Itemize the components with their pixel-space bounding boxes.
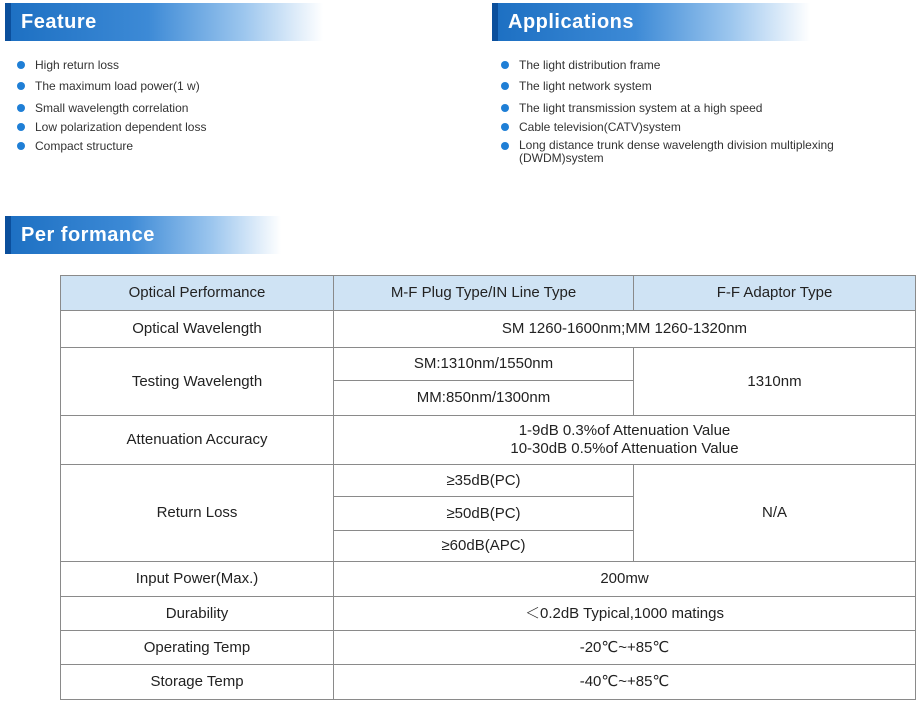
table-row bbox=[61, 631, 916, 665]
header-cell: M-F Plug Type/IN Line Type bbox=[334, 276, 634, 311]
attenuation-line-1: 1-9dB 0.3%of Attenuation Value bbox=[518, 422, 731, 439]
bullet-icon bbox=[501, 82, 509, 90]
applications-banner bbox=[492, 3, 810, 41]
list-item: Cable television(CATV)system bbox=[499, 120, 899, 134]
banner-accent-bar bbox=[492, 3, 498, 41]
list-item: The light distribution frame bbox=[499, 58, 899, 72]
row-value: N/A bbox=[634, 465, 916, 562]
table-row bbox=[61, 465, 916, 497]
bullet-icon bbox=[501, 123, 509, 131]
list-item: Compact structure bbox=[15, 139, 455, 153]
row-value: SM:1310nm/1550nm bbox=[334, 348, 634, 381]
row-label: Storage Temp bbox=[61, 665, 334, 700]
bullet-icon bbox=[17, 82, 25, 90]
feature-title: Feature bbox=[21, 11, 97, 33]
banner-accent-bar bbox=[5, 3, 11, 41]
table-row bbox=[61, 416, 916, 465]
list-item: The maximum load power(1 w) bbox=[15, 79, 455, 93]
row-value bbox=[334, 416, 916, 465]
bullet-icon bbox=[17, 61, 25, 69]
list-item: High return loss bbox=[15, 58, 455, 72]
list-item: Low polarization dependent loss bbox=[15, 120, 455, 134]
row-label: Input Power(Max.) bbox=[61, 562, 334, 597]
table-row bbox=[61, 348, 916, 381]
header-cell: F-F Adaptor Type bbox=[634, 276, 916, 311]
table-header-row bbox=[61, 276, 916, 311]
table-row bbox=[61, 311, 916, 348]
row-label: Operating Temp bbox=[61, 631, 334, 665]
bullet-icon bbox=[17, 104, 25, 112]
row-value: SM 1260-1600nm;MM 1260-1320nm bbox=[334, 311, 916, 348]
row-value: ≥35dB(PC) bbox=[334, 465, 634, 497]
feature-list bbox=[15, 58, 455, 153]
table-row bbox=[61, 562, 916, 597]
row-value: ≥60dB(APC) bbox=[334, 531, 634, 562]
bullet-icon bbox=[17, 123, 25, 131]
bullet-icon bbox=[17, 142, 25, 150]
applications-list bbox=[499, 58, 899, 165]
performance-title: Per formance bbox=[21, 224, 155, 246]
row-value: ＜0.2dB Typical,1000 matings bbox=[334, 597, 916, 631]
list-item: The light transmission system at a high speed bbox=[499, 101, 899, 115]
row-value: -40℃~+85℃ bbox=[334, 665, 916, 700]
row-label: Attenuation Accuracy bbox=[61, 416, 334, 465]
table-row bbox=[61, 665, 916, 700]
header-cell: Optical Performance bbox=[61, 276, 334, 311]
list-item: The light network system bbox=[499, 79, 899, 93]
performance-table bbox=[60, 275, 916, 700]
banner-accent-bar bbox=[5, 216, 11, 254]
row-label: Durability bbox=[61, 597, 334, 631]
row-value: MM:850nm/1300nm bbox=[334, 381, 634, 416]
applications-title: Applications bbox=[508, 11, 635, 33]
list-item: Small wavelength correlation bbox=[15, 101, 455, 115]
row-label: Return Loss bbox=[61, 465, 334, 562]
row-value: 200mw bbox=[334, 562, 916, 597]
row-value: -20℃~+85℃ bbox=[334, 631, 916, 665]
bullet-icon bbox=[501, 104, 509, 112]
row-value: 1310nm bbox=[634, 348, 916, 416]
table-row bbox=[61, 597, 916, 631]
performance-banner bbox=[5, 216, 281, 254]
list-item: Long distance trunk dense wavelength division multiplexing (DWDM)system bbox=[499, 139, 899, 165]
feature-banner bbox=[5, 3, 323, 41]
row-value: ≥50dB(PC) bbox=[334, 497, 634, 531]
bullet-icon bbox=[501, 142, 509, 150]
row-label: Testing Wavelength bbox=[61, 348, 334, 416]
attenuation-line-2: 10-30dB 0.5%of Attenuation Value bbox=[510, 440, 739, 457]
bullet-icon bbox=[501, 61, 509, 69]
row-label: Optical Wavelength bbox=[61, 311, 334, 348]
